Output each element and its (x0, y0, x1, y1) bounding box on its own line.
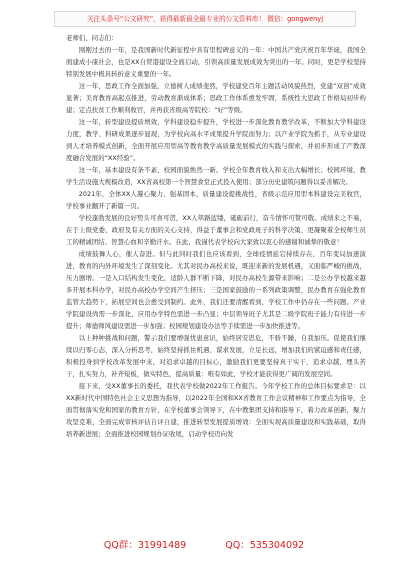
paragraph: 接下来，受XX董事长的委托，我代表学校做2022年工作报告。今年学校工作的总体目标要求是：以XX新时代中国特色社会主义思想为指导，以2022年全国和XX省教育工作会议精神和工作要点为指导，全面贯彻落实党和国家的教育方针，在学校董事会领导下，在中教集团支持和指导下，着力改革创新，聚力攻坚克难，全面完成审核评估自评自建，推进转型发展提质增效：全面实现高质量建设和实践基础，取得培养新进展；全面推进校园规划办证收尾，启动学校迈向发 (66, 382, 366, 438)
paragraph: 以上种种挑战和问题，警示我们要增强忧患意识，始终居安思危，不骄不躁，自我加压。促使我们继续以归零心态，深入分析思考，始终坚持抓住机遇、谋求发展，立足长远，增加我们的紧迫感和责任感，积极投身到学校改革发展中来，对追求卓越的目标心，激励我们更要坚持真干实干，追求卓越，埋头苦干，扎实努力，补齐短板，做实特色，提高质量：唯有如此，学校才能获得更广阔的发展空间。 (66, 334, 366, 378)
paragraph: 2021年，全体XX人凝心聚力、强基固本，质量建设提挑战性，省级示范应用型本科建设完美收官，学校事业翻开了新篇一页。 (66, 190, 366, 210)
paragraph: 成绩鼓舞人心，催人奋进。但与此同时我们也应该看到，全球疫情延宕持续存在，百年变局加速演进，教育的内外环境发生了深刻变化。尤其对民办高校来说，既迎来新的发展机遇，又面临严峻的挑战，压力剧增。一是入口结构发生变化，适龄人群不断下降，对民办高校生源带来影响；二是公办学校越来越多开展本科办学，对民办高校办学空间产生挤压；三是国家鼓励的一系列政策调整，民办教育在强化教育监管大趋势下，拓展空间也会愈受到制约。此外，我们还要清醒看到，学校工作中仍存在一些问题。产业学院建设尚需一步深化，应用办学特色需进一步凸显；中层领导班子尤其是二级学院班子能力有待进一步提升；师德师风建设需进一步加强；校园规划建设办法等手续需进一步加快推进等。 (66, 250, 366, 330)
qq-contact-text: QQ：535304092 (225, 540, 305, 551)
qq-group-text: QQ群：31991489 (103, 540, 187, 551)
paragraph: 这一年，基本建设有条不紊，校园面貌焕然一新。学校全年教育收入和支出大幅增长；校园环境、教学生活设施大规模改造，XX省高校第一个智慧食堂正式投入使用；部分历史建筑问题得以妥善解决。 (66, 166, 366, 186)
salutation: 老师们、同志们： (66, 34, 118, 42)
paragraph: 学校蓬勃发展的良好势头可喜可贺，XX人筚路蓝缕，砥砺前行，奋斗情怀可赞可敬。成绩来之不易，在于上级党委、政府及有关方面的关心支持，得益于董事会和党政班子的科学决策，更凝聚着全校师生员工的精诚团结、智慧心血和辛勤汗水。在此，我谨代表学校向大家致以衷心的感谢和诚挚的敬意！ (66, 214, 366, 246)
document-body (66, 32, 366, 440)
promo-banner: 关注头条号“公文研究”，获得最新最全最专业的公文资料库！ 微信：gongwenyj (54, 11, 356, 27)
paragraph: 这一年，转型建设提质增效，学科建设稳步提升，学校进一步深化教育教学改革，不断加大学科建设力度，教学、科研成果逐步显现，为学校向高水平成果提升学院而努力；以产业学院为抓手，从专业建设到人才培养模式创新，全面开展应用型高等教育教学高质量发展模式的实践与探索，并初步形成了产教深度融合发展的“XX经验”。 (66, 118, 366, 162)
paragraph: 这一年，思政工作全面加强，立德树人成绩斐然，学校建党百年主题活动风貌热烈，党建“双创”成效显著；美育教育高起点推进，劳动教育渐成体系；思政工作体系愈发牢固，系统性大思政工作格局初步构建；定点扶贫工作顺利收官，并再获省级高等院校：“好”等级。 (66, 82, 366, 114)
contact-footer (0, 539, 408, 553)
paragraph: 刚刚过去的一年，是我国新时代新征程中具有里程碑意义的一年：中国共产党庆祝百年华诞，我国全面建成小康社会，也是XX自贸港建设全面启动，引领高质量发展成效为突出的一年。同时，更是学校坚持特别发展中极具转折意义重要的一年。 (66, 46, 366, 78)
